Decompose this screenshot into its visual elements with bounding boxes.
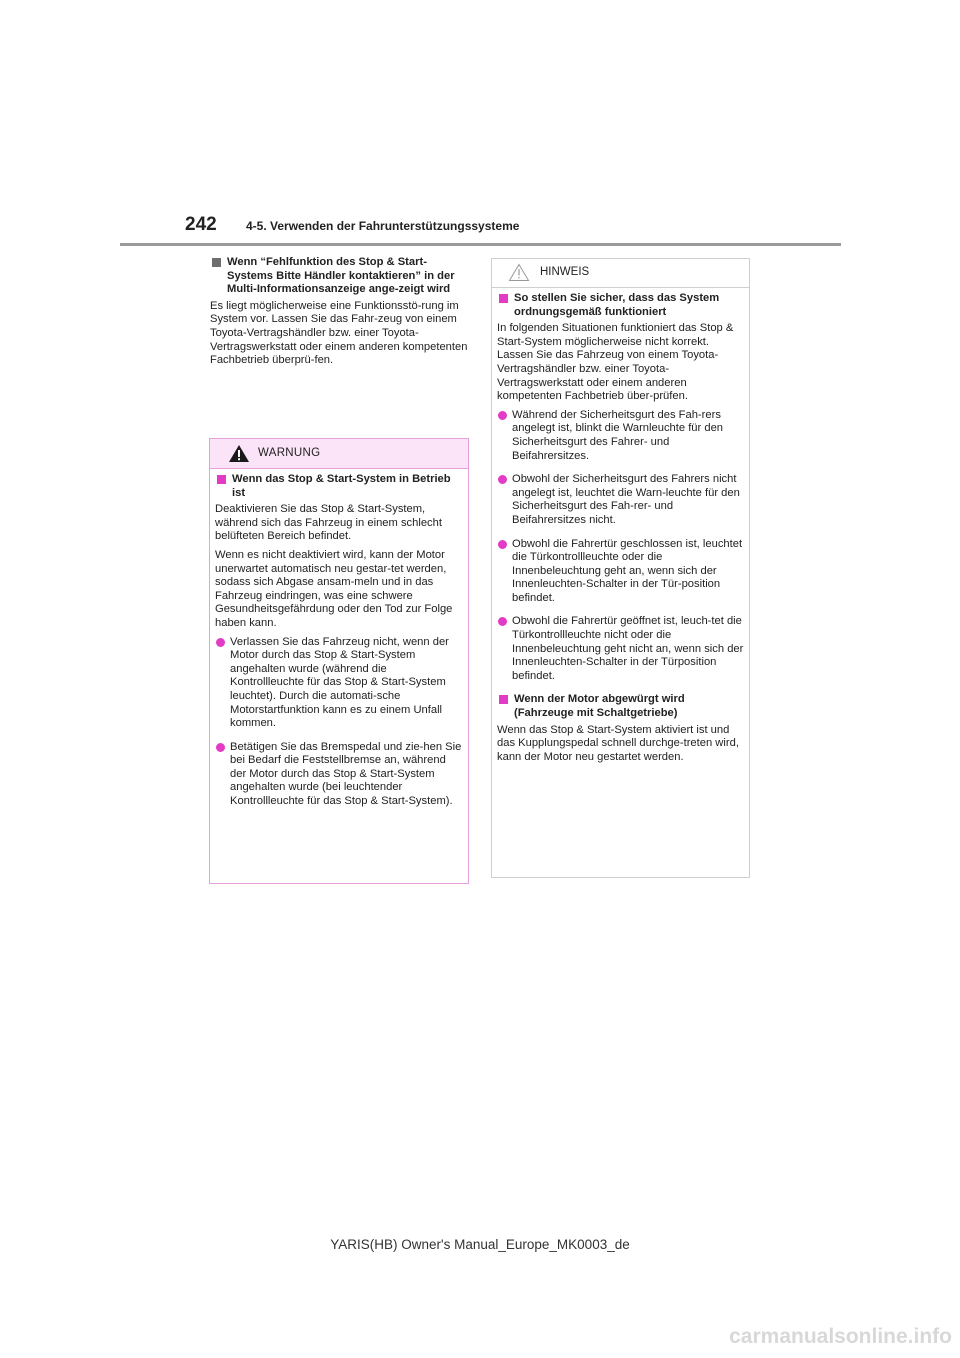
section-heading [210,256,468,297]
left-column [210,256,468,373]
note-bullet-text: Obwohl die Fahrertür geschlossen ist, leuchtet die Türkontrollleuchte oder die Innenbeleuchtung geht an, wenn sich der Innenleuchten-Schalter in der Tür-position befindet. [512,537,743,604]
note-heading [497,292,744,319]
note-bullet [497,409,744,463]
round-bullet-icon [498,475,507,484]
note-heading-text: Wenn der Motor abgewürgt wird (Fahrzeuge mit Schaltgetriebe) [514,693,685,720]
warning-paragraph: Deaktivieren Sie das Stop & Start-System, während sich das Fahrzeug in einem schlecht belüfteten Bereich befindet. [215,503,442,543]
warning-paragraph: Wenn es nicht deaktiviert wird, kann der Motor unerwartet automatisch neu gestar-tet werden, sodass sich Abgase ansam-meln und in das Fahrzeug eindringen, was eine schwere Gesundheitsgefährdung oder den Tod zur Folge haben kann. [215,548,453,629]
square-bullet-icon [499,695,508,704]
warning-bullet [215,636,463,731]
warning-label: WARNUNG [258,447,321,459]
note-heading-text: So stellen Sie sicher, dass das System ordnungsgemäß funktioniert [514,292,720,318]
section-heading-text: Wenn “Fehlfunktion des Stop & Start-Systems Bitte Händler kontaktieren” in der Multi-Informationsanzeige ange-zeigt wird [227,256,455,296]
note-bullet-text: Obwohl der Sicherheitsgurt des Fahrers nicht angelegt ist, leuchtet die Warn-leuchte für den Sicherheitsgurt des Fah-rer- und Beifahrersitzes nicht. [512,473,740,526]
note-paragraph: In folgenden Situationen funktioniert das Stop & Start-System möglicherweise nicht korrekt. Lassen Sie das Fahrzeug von einem Toyota-Vertragshändler bzw. einer Toyota-Vertragswerkstatt oder einem anderen kompetenten Fachbetrieb über-prüfen. [497,322,734,403]
chapter-title: 4-5. Verwenden der Fahrunterstützungssysteme [246,219,520,233]
note-bullet [497,538,744,606]
note-bullet-text: Während der Sicherheitsgurt des Fah-rers angelegt ist, blinkt die Warnleuchte für den Sicherheitsgurt des Fahrer- und Beifahrersitzes. [512,408,724,462]
square-bullet-icon [212,258,221,267]
warning-triangle-icon [228,444,250,463]
round-bullet-icon [498,617,507,626]
warning-bullet-text: Betätigen Sie das Bremspedal und zie-hen Sie bei Bedarf die Feststellbremse an, während der Motor durch das Stop & Start-System angehalten wurde (bei leuchtender Kontrollleuchte für das Stop & Start-System). [230,740,462,808]
note-bullet [497,615,744,683]
warning-bullet-text: Verlassen Sie das Fahrzeug nicht, wenn der Motor durch das Stop & Start-System angehalten wurde (während die Kontrollleuchte für das Stop & Start-System leuchtet). Durch die automati-sche Motorstartfunktion kann es zu einem Unfall kommen. [230,635,449,730]
warning-box [209,438,469,884]
round-bullet-icon [498,540,507,549]
note-box [491,258,750,878]
footer-text: YARIS(HB) Owner's Manual_Europe_MK0003_de [330,1237,630,1252]
note-bullet-text: Obwohl die Fahrertür geöffnet ist, leuch-tet die Türkontrollleuchte nicht oder die Innenbeleuchtung geht nicht an, wenn sich der Innenleuchten-Schalter in der Türposition befindet. [512,615,744,682]
warning-heading [215,473,463,500]
header-rule [120,243,841,246]
warning-bullet [215,741,463,809]
warning-heading-text: Wenn das Stop & Start-System in Betrieb ist [232,473,451,499]
note-body [492,288,749,764]
watermark[interactable]: carmanualsonline.info [729,1325,952,1348]
note-heading [497,693,744,720]
page-number: 242 [185,214,217,235]
note-header [492,259,749,288]
note-bullet [497,473,744,527]
section-text: Es liegt möglicherweise eine Funktionsstö-rung im System vor. Lassen Sie das Fahr-zeug von einem Toyota-Vertragshändler bzw. einer Toyota-Vertragswerkstatt oder einem anderen kompetenten Fachbetrieb überprü-fen. [210,299,468,367]
square-bullet-icon [217,475,226,484]
round-bullet-icon [498,411,507,420]
caution-triangle-icon [508,263,530,282]
note-label: HINWEIS [540,266,590,278]
warning-body [210,469,468,809]
warning-header [210,439,468,469]
round-bullet-icon [216,743,225,752]
square-bullet-icon [499,294,508,303]
note-paragraph: Wenn das Stop & Start-System aktiviert ist und das Kupplungspedal schnell durchge-treten wird, kann der Motor neu gestartet werden. [497,723,739,763]
round-bullet-icon [216,638,225,647]
